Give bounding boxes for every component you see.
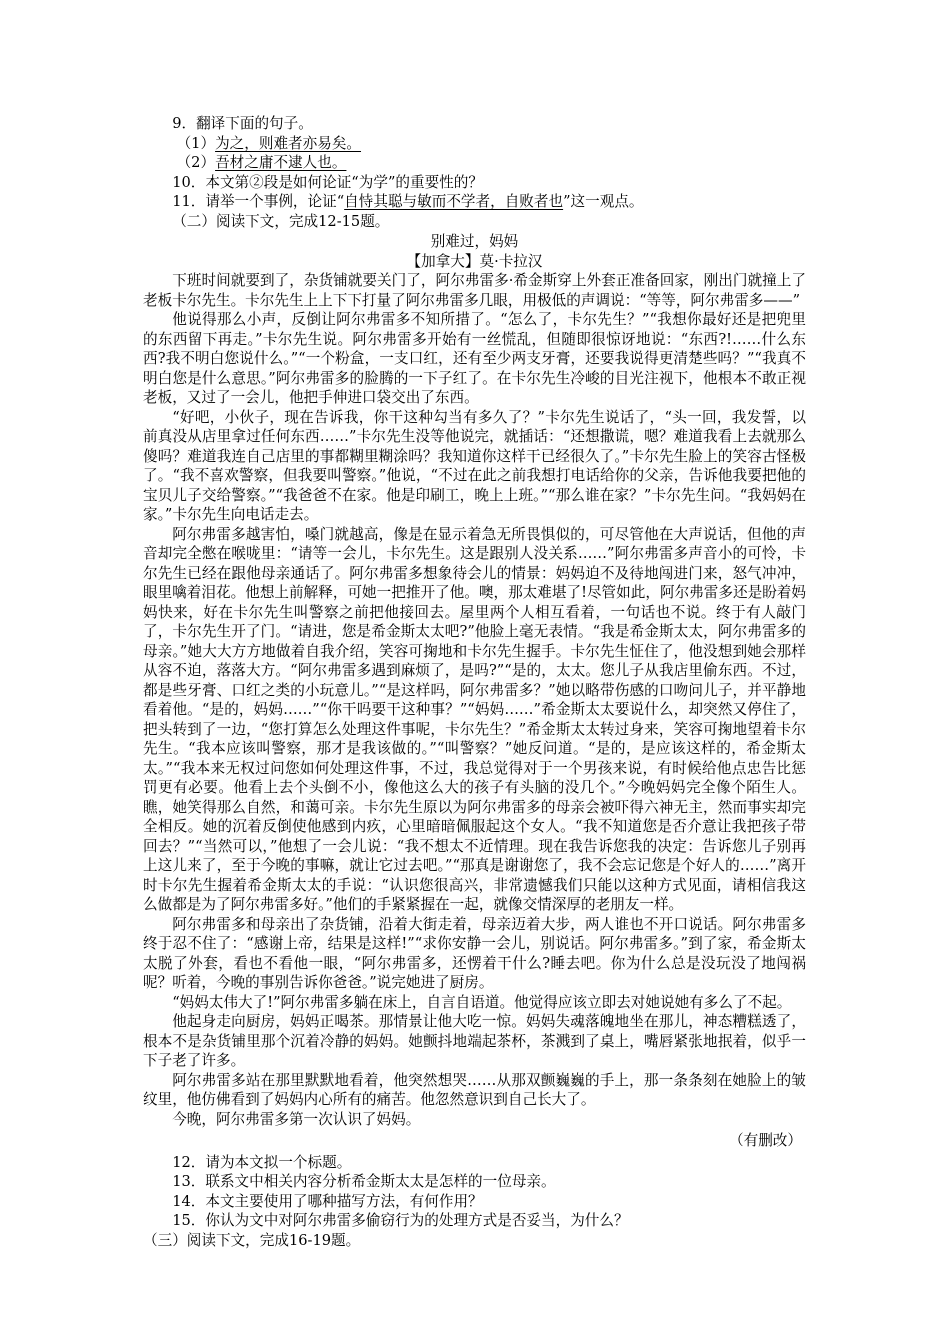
- document-content: [143, 114, 806, 1250]
- question-9-part-1: [143, 134, 806, 154]
- article-paragraph-1: 下班时间就要到了，杂货铺就要关门了，阿尔弗雷多·希金斯穿上外套正准备回家，刚出门就撞上了老板卡尔先生。卡尔先生上上下下打量了阿尔弗雷多几眼，用极低的声调说：“等等，阿尔弗雷多——”: [143, 272, 806, 309]
- question-9-part-2-text: 吾材之庸不逮人也。: [215, 154, 347, 171]
- question-11: [143, 192, 806, 212]
- article-paragraph-9: 今晚，阿尔弗雷多第一次认识了妈妈。: [172, 1110, 421, 1128]
- question-9-part-1-text: 为之，则难者亦易矣。: [215, 134, 362, 152]
- edit-note: （有删改）: [729, 1132, 802, 1149]
- article-paragraph-5: 阿尔弗雷多和母亲出了杂货铺，沿着大街走着，母亲迈着大步，两人谁也不开口说话。阿尔弗雷多终于忍不住了：“感谢上帝，结果是这样!”“求你安静一会儿，别说话。阿尔弗雷多。”到了家，希金斯太太脱了外套，看也不看他一眼，“阿尔弗雷多，还愣着干什么?睡去吧。你为什么总是没玩没了地闯祸呢？听着，今晚的事别告诉你爸爸。”说完她进了厨房。: [143, 915, 806, 991]
- question-11-prefix: 11．请举一个事例，论证“: [172, 193, 345, 210]
- section-3-heading: （三）阅读下文，完成16-19题。: [143, 1231, 361, 1249]
- question-9-part-1-prefix: （1）: [176, 134, 216, 152]
- article-paragraph-8: 阿尔弗雷多站在那里默默地看着，他突然想哭……从那双颤巍巍的手上，那一条条刻在她脸上的皱纹里，他仿佛看到了妈妈内心所有的痛苦。他忽然意识到自己长大了。: [143, 1071, 806, 1108]
- question-10: 10．本文第②段是如何论证“为学”的重要性的？: [172, 173, 483, 191]
- article-paragraph-4: 阿尔弗雷多越害怕，嗓门就越高，像是在显示着急无所畏惧似的，可尽管他在大声说话，但他的声音却完全憋在喉咙里：“请等一会儿，卡尔先生。这是跟别人没关系……”阿尔弗雷多声音小的可怜，卡尔先生已经在跟他母亲通话了。阿尔弗雷多想象待会儿的情景：妈妈迫不及待地闯进门来，怒气冲冲，眼里噙着泪花。他想上前解释，可她一把推开了他。噢，那太难堪了!尽管如此，阿尔弗雷多还是盼着妈妈快来，好在卡尔先生叫警察之前把他接回去。屋里两个人相互看着，一句话也不说。终于有人敲门了，卡尔先生开了门。“请进，您是希金斯太太吧?”他脸上毫无表情。“我是希金斯太太，阿尔弗雷多的母亲。”她大大方方地做着自我介绍，笑容可掬地和卡尔先生握手。卡尔先生怔住了，他没想到她会那样从容不迫，落落大方。“阿尔弗雷多遇到麻烦了，是吗?”“是的，太太。您儿子从我店里偷东西。不过，都是些牙膏、口红之类的小玩意儿。”“是这样吗，阿尔弗雷多？”她以略带伤感的口吻问儿子，并平静地看着他。“是的，妈妈……”“你干吗要干这种事？”“妈妈……”希金斯太太要说什么，却突然又停住了，把头转到了一边，“您打算怎么处理这件事呢，卡尔先生？”希金斯太太转过身来，笑容可掬地望着卡尔先生。“我本应该叫警察，那才是我该做的。”“叫警察？”她反问道。“是的，是应该这样的，希金斯太太。”“我本来无权过问您如何处理这件事，不过，我总觉得对于一个男孩来说，有时候给他点忠告比惩罚更有必要。他看上去个头倒不小，像他这么大的孩子有头脑的没几个。”今晚妈妈完全像个陌生人。瞧，她笑得那么自然，和蔼可亲。卡尔先生原以为阿尔弗雷多的母亲会被吓得六神无主，然而事实却完全相反。她的沉着反倒使他感到内疚，心里暗暗佩服起这个女人。“我不知道您是否介意让我把孩子带回去？”“当然可以，”他想了一会儿说：“我不想太不近情理。现在我告诉您我的决定：告诉您儿子别再上这儿来了，至于今晚的事嘛，就让它过去吧。”“那真是谢谢您了，我不会忘记您是个好人的……”离开时卡尔先生握着希金斯太太的手说：“认识您很高兴，非常遗憾我们只能以这种方式见面，请相信我这么做都是为了阿尔弗雷多好。”他们的手紧紧握在一起，就像交情深厚的老朋友一样。: [143, 525, 806, 913]
- article-title: 别难过，妈妈: [430, 233, 519, 250]
- question-11-quote: 自恃其聪与敏而不学者，自败者也: [344, 193, 564, 210]
- question-9-part-2-prefix: （2）: [176, 154, 216, 171]
- question-11-suffix: ”这一观点。: [563, 193, 644, 210]
- question-9: 9．翻译下面的句子。: [172, 115, 313, 132]
- article-author: 【加拿大】莫·卡拉汉: [406, 252, 543, 270]
- question-12: 12．请为本文拟一个标题。: [172, 1153, 352, 1171]
- question-13: 13．联系文中相关内容分析希金斯太太是怎样的一位母亲。: [172, 1173, 556, 1190]
- article-paragraph-7: 他起身走向厨房，妈妈正喝茶。那情景让他大吃一惊。妈妈失魂落魄地坐在那儿，神态糟糕透了，根本不是杂货铺里那个沉着冷静的妈妈。她颤抖地端起茶杯，茶溅到了桌上，嘴唇紧张地抿着，似乎一下子老了许多。: [143, 1013, 806, 1069]
- section-2-heading: （二）阅读下文，完成12-15题。: [172, 212, 390, 230]
- article-paragraph-3: “好吧，小伙子，现在告诉我，你干这种勾当有多久了？”卡尔先生说话了，“头一回，我发誓，以前真没从店里拿过任何东西……”卡尔先生没等他说完，就插话：“还想撒谎，嗯？难道我看上去就那么傻吗？难道我连自己店里的事都糊里糊涂吗？我知道你这样干已经很久了。”卡尔先生脸上的笑容古怪极了。“我不喜欢警察，但我要叫警察。”他说，“不过在此之前我想打电话给你的父亲，告诉他我要把他的宝贝儿子交给警察。”“我爸爸不在家。他是印刷工，晚上上班。”“那么谁在家？”卡尔先生问。“我妈妈在家。”卡尔先生向电话走去。: [143, 408, 806, 523]
- article-paragraph-6: “妈妈太伟大了!”阿尔弗雷多躺在床上，自言自语道。他觉得应该立即去对她说她有多么了不起。: [172, 993, 792, 1011]
- question-15: 15．你认为文中对阿尔弗雷多偷窃行为的处理方式是否妥当，为什么？: [172, 1212, 629, 1229]
- question-14: 14．本文主要使用了哪种描写方法，有何作用？: [172, 1192, 483, 1210]
- article-paragraph-2: 他说得那么小声，反倒让阿尔弗雷多不知所措了。“怎么了，卡尔先生？”“我想你最好还是把兜里的东西留下再走。”卡尔先生说。阿尔弗雷多开始有一丝慌乱，但随即很惊讶地说：“东西?!……什么东西?我不明白您说什么。”“一个粉盒，一支口红，还有至少两支牙膏，还要我说得更清楚些吗？”“我真不明白您是什么意思。”阿尔弗雷多的脸腾的一下子红了。在卡尔先生冷峻的目光注视下，他根本不敢正视老板，又过了一会儿，他把手伸进口袋交出了东西。: [143, 311, 806, 406]
- question-9-part-2: [143, 153, 806, 173]
